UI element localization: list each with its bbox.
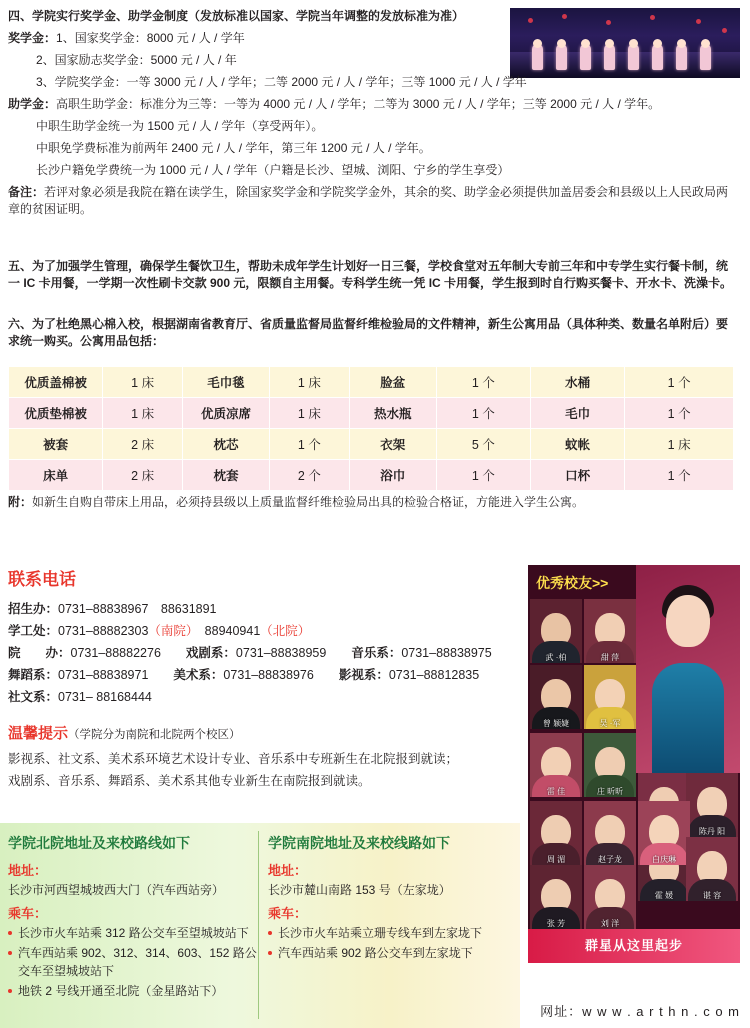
alumni-photo (584, 801, 636, 865)
goods-qty: 2 个 (270, 460, 350, 491)
grant-row: 长沙户籍免学费统一为 1000 元 / 人 / 学年（户籍是长沙、望城、浏阳、宁乡的学生享受） (36, 163, 510, 177)
alumni-name: 陈丹 阳 (698, 827, 726, 836)
tips-item: 戏剧系、音乐系、舞蹈系、美术系其他专业新生在南院报到就读。 (8, 774, 371, 788)
table-row (9, 367, 734, 398)
alumni-photo (530, 865, 582, 929)
scholarship-row: 3、学院奖学金：一等 3000 元 / 人 / 学年；二等 2000 元 / 人 / 学年；三等 1000 元 / 人 / 学年 (36, 75, 527, 89)
grant-label: 助学金： (8, 97, 57, 111)
contact-label: 舞蹈系： (8, 668, 59, 682)
goods-item: 衣架 (349, 429, 436, 460)
goods-qty: 1 床 (270, 398, 350, 429)
contact-label-drama: 戏剧系： (185, 646, 236, 660)
tips-section (8, 722, 528, 791)
attachment-note (8, 494, 738, 510)
contact-section (8, 565, 528, 791)
alumni-photo (584, 665, 636, 729)
alumni-photo (584, 865, 636, 929)
alumni-name: 周 湄 (546, 855, 566, 864)
alumni-photo (584, 733, 636, 797)
goods-item: 优质盖棉被 (9, 367, 103, 398)
grant-row (8, 96, 738, 113)
contact-value-2: 88940941 (204, 624, 261, 638)
address-divider (258, 831, 259, 1019)
contact-value: 0731–88838967 88631891 (58, 602, 217, 616)
contact-value-music: 0731–88838975 (401, 646, 492, 660)
address-south-title: 学院南院地址及来校线路如下 (268, 835, 450, 851)
contact-label: 院 办： (8, 646, 71, 660)
goods-item: 优质凉席 (183, 398, 270, 429)
section-scholarship (8, 8, 738, 223)
alumni-name: 曾 颖婕 (542, 719, 570, 728)
address-south-campus (268, 833, 518, 964)
contact-label: 招生办： (8, 602, 59, 616)
address-south-route: 汽车西站乘 902 路公交车到左家垅下 (268, 944, 518, 962)
address-north-campus (8, 833, 258, 1002)
contact-value: 0731–88838971 (58, 668, 149, 682)
goods-qty: 1 个 (436, 460, 530, 491)
alumni-name: 刘 洋 (600, 919, 620, 928)
alumni-photo-grid (528, 565, 740, 963)
tips-subtitle: （学院分为南院和北院两个校区） (68, 729, 241, 741)
website-url: 网址：w w w . a r t h n . c o m (540, 1004, 740, 1019)
scholarship-remark (8, 184, 738, 218)
contact-value: 0731–88882303 (58, 624, 149, 638)
alumni-photo (530, 733, 582, 797)
attachment-label: 附： (8, 495, 33, 509)
contact-label: 学工处： (8, 624, 59, 638)
contact-value-art: 0731–88838976 (223, 668, 314, 682)
goods-item: 热水瓶 (349, 398, 436, 429)
goods-item: 脸盆 (349, 367, 436, 398)
contact-row-dance (8, 664, 528, 686)
contact-row-social (8, 686, 528, 708)
alumni-name: 赵子龙 (598, 855, 622, 864)
remark-label: 备注： (8, 185, 45, 199)
goods-qty: 2 床 (103, 429, 183, 460)
scholarship-text: 1、国家奖学金：8000 元 / 人 / 学年 (56, 31, 245, 45)
address-north-label: 地址： (8, 863, 48, 878)
alumni-name: 甜 萍 (600, 653, 620, 662)
grant-row: 中职免学费标准为前两年 2400 元 / 人 / 学年，第三年 1200 元 / 人 / 学年。 (36, 141, 431, 155)
goods-item: 被套 (9, 429, 103, 460)
alumni-title: 优秀校友>> (536, 575, 609, 591)
contact-row-student-affairs (8, 620, 528, 642)
address-north-text: 长沙市河西望城坡西大门（汽车西站旁） (8, 883, 225, 897)
goods-qty: 2 床 (103, 460, 183, 491)
alumni-name: 霍 媛 (654, 891, 674, 900)
tips-title: 温馨提示 (8, 725, 69, 742)
alumni-name: 吴 ·军 (599, 719, 621, 728)
alumni-name: 白庆琳 (652, 855, 676, 864)
contact-value-drama: 0731–88838959 (235, 646, 327, 660)
contact-row-admissions (8, 598, 528, 620)
contact-label-film: 影视系： (338, 668, 389, 682)
goods-item: 蚊帐 (531, 429, 625, 460)
contact-value-film: 0731–88812835 (388, 668, 480, 682)
section-dormitory-goods: 六、为了杜绝黑心棉入校，根据湖南省教育厅、省质量监督局监督纤维检验局的文件精神，新生公寓用品（具体种类、数量名单附后）要求统一购买。公寓用品包括： (8, 317, 729, 348)
table-row (9, 429, 734, 460)
goods-item: 床单 (9, 460, 103, 491)
address-south-label: 地址： (268, 863, 308, 878)
alumni-name: 谌 容 (702, 891, 722, 900)
address-section (0, 823, 520, 1028)
alumni-name: 庄 昕昕 (596, 787, 624, 796)
goods-item: 浴巾 (349, 460, 436, 491)
contact-label: 社文系： (8, 690, 59, 704)
goods-qty: 1 个 (436, 367, 530, 398)
goods-qty: 5 个 (436, 429, 530, 460)
goods-qty: 1 床 (625, 429, 734, 460)
address-north-title: 学院北院地址及来校路线如下 (8, 835, 190, 851)
contact-title: 联系电话 (8, 570, 76, 589)
goods-item: 毛巾 (531, 398, 625, 429)
alumni-panel (528, 565, 740, 963)
alumni-photo (530, 665, 582, 729)
contact-label-music: 音乐系： (351, 646, 402, 660)
alumni-photo (530, 599, 582, 663)
alumni-name: 张 芳 (546, 919, 566, 928)
table-row (9, 460, 734, 491)
address-north-bus-label: 乘车： (8, 906, 48, 921)
goods-item: 水桶 (531, 367, 625, 398)
goods-item: 枕套 (183, 460, 270, 491)
contact-label-art: 美术系： (173, 668, 224, 682)
table-row (9, 398, 734, 429)
goods-item: 优质垫棉被 (9, 398, 103, 429)
goods-qty: 1 个 (625, 398, 734, 429)
scholarship-row (8, 30, 738, 47)
scholarship-label: 奖学金： (8, 31, 57, 45)
contact-row-office (8, 642, 528, 664)
goods-qty: 1 个 (436, 398, 530, 429)
goods-item: 口杯 (531, 460, 625, 491)
contact-value: 0731– 88168444 (58, 690, 152, 704)
tips-item: 影视系、社文系、美术系环境艺术设计专业、音乐系中专班新生在北院报到就读； (8, 752, 459, 766)
attachment-text: 如新生自购自带床上用品，必须持县级以上质量监督纤维检验局出具的检验合格证，方能进入学生公寓。 (32, 495, 585, 509)
address-north-route: 地铁 2 号线开通至北院（金星路站下） (8, 982, 258, 1000)
section-dining: 五、为了加强学生管理，确保学生餐饮卫生，帮助未成年学生计划好一日三餐，学校食堂对五年制大专前三年和中专学生实行餐卡制，统一 IC 卡用餐，一学期一次性刷卡交款 900 元，限额自主用餐。专科学生统一凭 IC 卡用餐，学生报到时自行购买餐卡、开水卡、洗澡卡。 (8, 259, 733, 290)
grant-text: 高职生助学金：标准分为三等：一等为 4000 元 / 人 / 学年；二等为 3000 元 / 人 / 学年；三等 2000 元 / 人 / 学年。 (56, 97, 661, 111)
goods-qty: 1 个 (270, 429, 350, 460)
scholarship-row: 2、国家励志奖学金：5000 元 / 人 / 年 (36, 53, 237, 67)
section-scholarship-title: 四、学院实行奖学金、助学金制度（发放标准以国家、学院当年调整的发放标准为准） (8, 9, 465, 23)
alumni-photo (530, 801, 582, 865)
goods-qty: 1 个 (625, 367, 734, 398)
alumni-photo (686, 773, 738, 837)
goods-item: 毛巾毯 (183, 367, 270, 398)
remark-text: 若评对象必须是我院在籍在读学生，除国家奖学金和学院奖学金外，其余的奖、助学金必须提供加盖居委会和县级以上人民政局两章的贫困证明。 (8, 185, 729, 216)
alumni-photo (686, 837, 738, 901)
goods-item: 枕芯 (183, 429, 270, 460)
contact-value: 0731–88882276 (70, 646, 161, 660)
address-north-route: 长沙市火车站乘 312 路公交车至望城坡站下 (8, 924, 258, 942)
goods-qty: 1 床 (103, 367, 183, 398)
address-south-bus-label: 乘车： (268, 906, 308, 921)
alumni-photo (638, 801, 690, 865)
dormitory-goods-table (8, 366, 734, 491)
goods-qty: 1 个 (625, 460, 734, 491)
address-south-text: 长沙市麓山南路 153 号（左家垅） (268, 883, 451, 897)
goods-qty: 1 床 (103, 398, 183, 429)
grant-row: 中职生助学金统一为 1500 元 / 人 / 学年（享受两年）。 (36, 119, 324, 133)
address-north-route: 汽车西站乘 902、312、314、603、152 路公交车至望城坡站下 (8, 944, 258, 980)
contact-campus-south: （南院） (148, 624, 193, 638)
alumni-banner (528, 929, 740, 963)
alumni-name: 雷 佳 (546, 787, 566, 796)
alumni-banner-text: 群星从这里起步 (584, 938, 683, 953)
alumni-name: 武 ·柏 (545, 653, 567, 662)
alumni-photo (584, 599, 636, 663)
goods-qty: 1 床 (270, 367, 350, 398)
address-south-route: 长沙市火车站乘立珊专线车到左家垅下 (268, 924, 518, 942)
contact-campus-north: （北院） (260, 624, 311, 638)
